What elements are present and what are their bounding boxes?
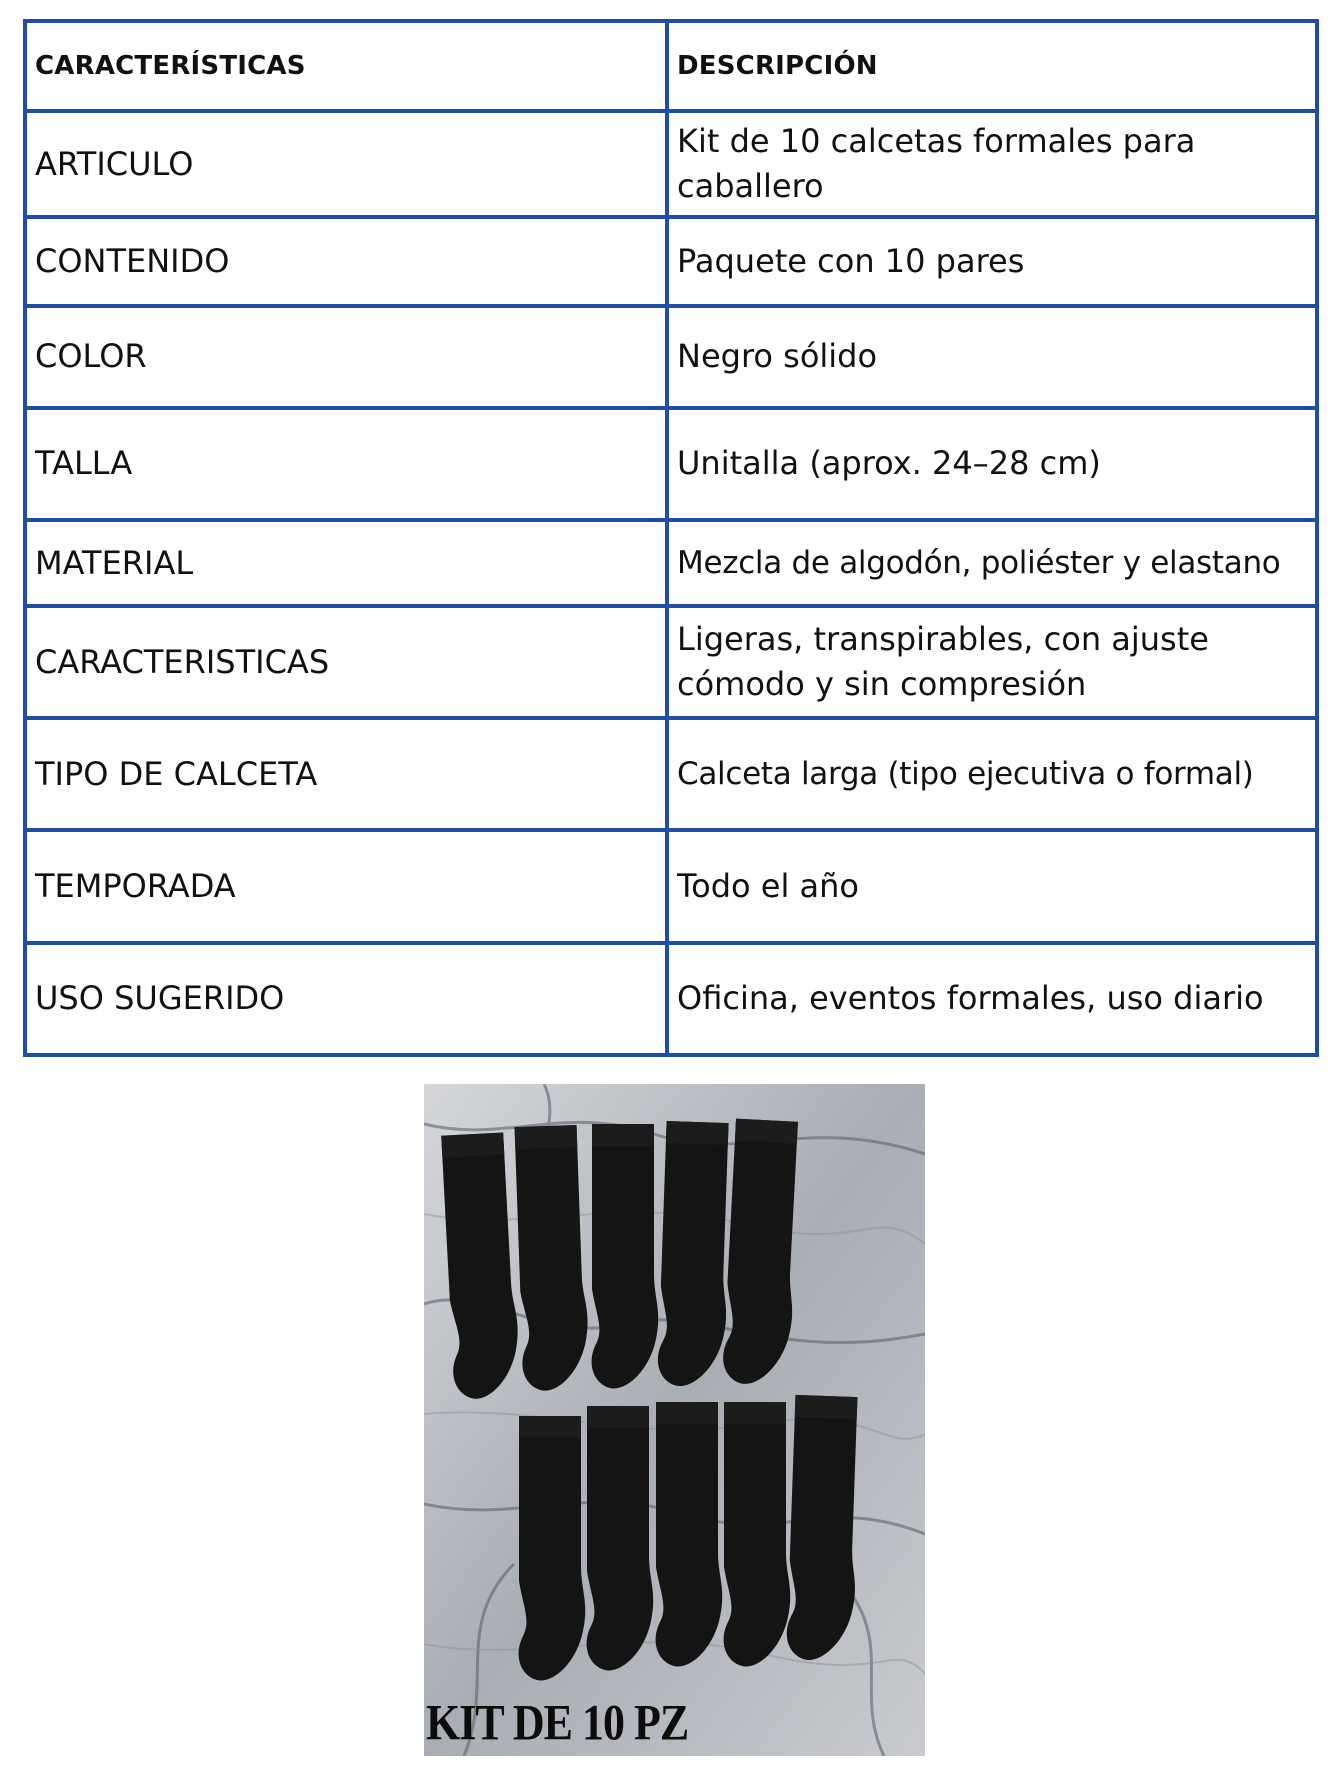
row-label: TIPO DE CALCETA xyxy=(25,718,667,830)
table-row xyxy=(25,408,1317,520)
row-value: Oficina, eventos formales, uso diario xyxy=(667,943,1317,1055)
row-value: Kit de 10 calcetas formales para caballero xyxy=(667,111,1317,217)
row-label: USO SUGERIDO xyxy=(25,943,667,1055)
row-label: ARTICULO xyxy=(25,111,667,217)
table-row xyxy=(25,111,1317,217)
row-label: MATERIAL xyxy=(25,520,667,606)
row-label: CARACTERISTICAS xyxy=(25,606,667,718)
header-characteristics: CARACTERÍSTICAS xyxy=(25,21,667,111)
table-row xyxy=(25,520,1317,606)
table-header-row xyxy=(25,21,1317,111)
row-label: TEMPORADA xyxy=(25,830,667,942)
row-value: Ligeras, transpirables, con ajuste cómodo y sin compresión xyxy=(667,606,1317,718)
row-value: Todo el año xyxy=(667,830,1317,942)
table-row xyxy=(25,718,1317,830)
socks-image xyxy=(424,1084,925,1756)
row-value: Calceta larga (tipo ejecutiva o formal) xyxy=(667,718,1317,830)
header-description: DESCRIPCIÓN xyxy=(667,21,1317,111)
sock-row-top xyxy=(441,1119,802,1400)
row-label: TALLA xyxy=(25,408,667,520)
table-row xyxy=(25,830,1317,942)
row-value: Negro sólido xyxy=(667,306,1317,408)
table-row xyxy=(25,943,1317,1055)
row-value: Paquete con 10 pares xyxy=(667,217,1317,305)
specs-table xyxy=(23,19,1319,1057)
row-value: Unitalla (aprox. 24–28 cm) xyxy=(667,408,1317,520)
table-row xyxy=(25,606,1317,718)
table-row xyxy=(25,306,1317,408)
photo-caption: KIT DE 10 PZ xyxy=(426,1694,689,1751)
product-photo xyxy=(424,1084,925,1756)
row-value: Mezcla de algodón, poliéster y elastano xyxy=(667,520,1317,606)
row-label: COLOR xyxy=(25,306,667,408)
row-label: CONTENIDO xyxy=(25,217,667,305)
table-row xyxy=(25,217,1317,305)
sock-row-bottom xyxy=(519,1395,862,1681)
